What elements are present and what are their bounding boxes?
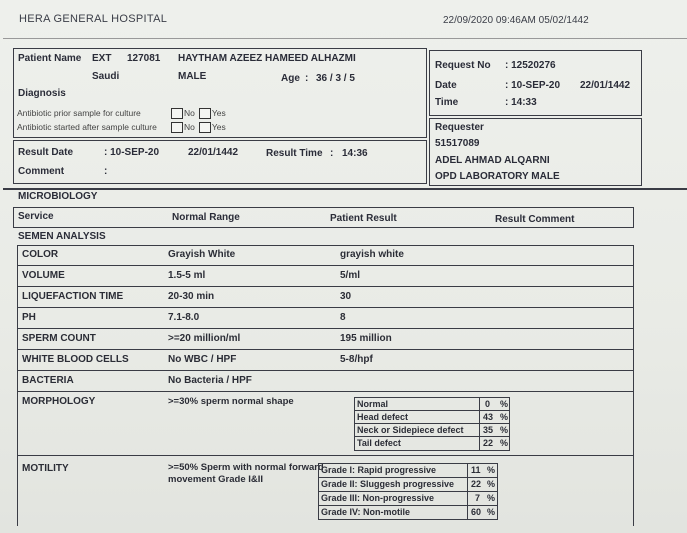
antibiotic-prior-yes-checkbox[interactable] — [199, 108, 211, 119]
request-no-label: Request No — [435, 60, 491, 71]
col-normal-range: Normal Range — [172, 212, 240, 223]
test-result: grayish white — [340, 249, 404, 260]
morphology-item-value: 43 — [483, 412, 494, 422]
patient-name: HAYTHAM AZEEZ HAMEED ALHAZMI — [178, 53, 356, 64]
morphology-item-label: Normal — [357, 399, 389, 409]
motility-item-value: 60 — [471, 507, 482, 517]
antibiotic-started-yes-checkbox[interactable] — [199, 122, 211, 133]
request-time: : 14:33 — [505, 97, 537, 108]
morphology-item — [355, 411, 509, 424]
test-name: VOLUME — [22, 270, 65, 281]
requester-label: Requester — [435, 122, 484, 133]
motility-normal-line1: >=50% Sperm with normal forward — [168, 462, 324, 473]
morphology-item-label: Neck or Sidepiece defect — [357, 425, 464, 435]
request-no: : 12520276 — [505, 60, 556, 71]
motility-item-unit: % — [487, 479, 496, 489]
yes-label: Yes — [211, 122, 226, 132]
motility-item-unit: % — [487, 507, 496, 517]
requester-dept: OPD LABORATORY MALE — [435, 171, 560, 182]
comment-label: Comment — [18, 166, 65, 177]
col-result-comment: Result Comment — [495, 214, 575, 225]
antibiotic-prior-no-checkbox[interactable] — [171, 108, 183, 119]
result-time: 14:36 — [342, 148, 368, 159]
test-normal: No Bacteria / HPF — [168, 375, 252, 386]
patient-gender: MALE — [178, 71, 207, 82]
test-row — [17, 329, 634, 350]
morphology-normal: >=30% sperm normal shape — [168, 396, 294, 407]
test-row — [17, 266, 634, 287]
result-time-sep: : — [330, 148, 334, 159]
result-date-hijri: 22/01/1442 — [188, 147, 239, 158]
test-result: 8 — [340, 312, 346, 323]
test-result: 5/ml — [340, 270, 361, 281]
motility-item-unit: % — [487, 465, 496, 475]
age-separator: : — [305, 73, 309, 84]
morphology-item — [355, 437, 509, 450]
morphology-item-value: 22 — [483, 438, 494, 448]
test-row — [17, 371, 634, 392]
test-normal: No WBC / HPF — [168, 354, 237, 365]
morphology-item-label: Head defect — [357, 412, 409, 422]
test-name: PH — [22, 312, 36, 323]
antibiotic-prior-label: Antibiotic prior sample for culture — [17, 108, 141, 118]
morphology-name: MORPHOLOGY — [22, 396, 96, 407]
motility-item-unit: % — [487, 493, 496, 503]
test-result: 5-8/hpf — [340, 354, 373, 365]
result-date: : 10-SEP-20 — [104, 147, 160, 158]
test-row — [17, 308, 634, 329]
motility-item — [319, 506, 497, 520]
morphology-item-unit: % — [500, 438, 509, 448]
morphology-item-unit: % — [500, 412, 509, 422]
request-date-label: Date — [435, 80, 457, 91]
print-datetime: 22/09/2020 09:46AM 05/02/1442 — [443, 15, 589, 26]
motility-name: MOTILITY — [22, 463, 69, 474]
request-date-hijri: 22/01/1442 — [580, 80, 631, 91]
test-name: COLOR — [22, 249, 59, 260]
motility-normal-line2: movement Grade I&II — [168, 474, 264, 485]
test-normal: Grayish White — [168, 249, 236, 260]
motility-item-value: 11 — [471, 465, 481, 475]
morphology-item-unit: % — [500, 399, 509, 409]
no-label: No — [184, 108, 195, 118]
motility-item-value: 22 — [471, 479, 482, 489]
col-patient-result: Patient Result — [330, 213, 397, 224]
requester-name: ADEL AHMAD ALQARNI — [435, 155, 550, 166]
patient-age: 36 / 3 / 5 — [316, 73, 355, 84]
test-name: WHITE BLOOD CELLS — [22, 354, 129, 365]
patient-nationality: Saudi — [92, 71, 120, 82]
motility-item — [319, 478, 497, 492]
patient-name-label: Patient Name — [18, 53, 82, 64]
test-result: 30 — [340, 291, 352, 302]
test-result: 195 million — [340, 333, 392, 344]
result-time-label: Result Time — [266, 148, 323, 159]
motility-item-label: Grade I: Rapid progressive — [321, 465, 437, 475]
motility-item — [319, 464, 497, 478]
no-label: No — [184, 122, 195, 132]
antibiotic-prior-row — [17, 108, 226, 119]
morphology-item-value: 35 — [483, 425, 494, 435]
motility-item-label: Grade II: Sluggesh progressive — [321, 479, 455, 489]
motility-item-label: Grade III: Non-progressive — [321, 493, 435, 503]
antibiotic-started-label: Antibiotic started after sample culture — [17, 122, 157, 132]
patient-id: 127081 — [127, 53, 161, 64]
morphology-row — [17, 392, 634, 456]
test-normal: 1.5-5 ml — [168, 270, 206, 281]
morphology-subtable — [354, 397, 510, 451]
morphology-item-value: 0 — [485, 399, 491, 409]
test-name: SPERM COUNT — [22, 333, 96, 344]
request-date: : 10-SEP-20 — [505, 80, 561, 91]
antibiotic-started-row — [17, 122, 226, 133]
request-time-label: Time — [435, 97, 459, 108]
test-normal: 7.1-8.0 — [168, 312, 200, 323]
yes-label: Yes — [211, 108, 226, 118]
test-normal: >=20 million/ml — [168, 333, 241, 344]
section-divider — [3, 188, 687, 190]
test-row — [17, 287, 634, 308]
col-service: Service — [18, 211, 54, 222]
header-divider — [3, 38, 687, 39]
comment-value: : — [104, 166, 108, 177]
ext-label: EXT — [92, 53, 112, 64]
morphology-item — [355, 398, 509, 411]
subsection-title: SEMEN ANALYSIS — [18, 231, 106, 242]
age-label: Age — [281, 73, 300, 84]
morphology-item-label: Tail defect — [357, 438, 401, 448]
test-name: BACTERIA — [22, 375, 74, 386]
requester-id: 51517089 — [435, 138, 480, 149]
antibiotic-started-no-checkbox[interactable] — [171, 122, 183, 133]
motility-item-label: Grade IV: Non-motile — [321, 507, 411, 517]
test-row — [17, 350, 634, 371]
test-row — [17, 245, 634, 266]
diagnosis-label: Diagnosis — [18, 88, 66, 99]
test-normal: 20-30 min — [168, 291, 215, 302]
motility-subtable — [318, 463, 498, 520]
motility-item-value: 7 — [475, 493, 481, 503]
motility-item — [319, 492, 497, 506]
morphology-item — [355, 424, 509, 437]
morphology-item-unit: % — [500, 425, 509, 435]
result-date-label: Result Date — [18, 147, 74, 158]
test-name: LIQUEFACTION TIME — [22, 291, 124, 302]
hospital-name: HERA GENERAL HOSPITAL — [19, 13, 168, 25]
section-title: MICROBIOLOGY — [18, 191, 98, 202]
